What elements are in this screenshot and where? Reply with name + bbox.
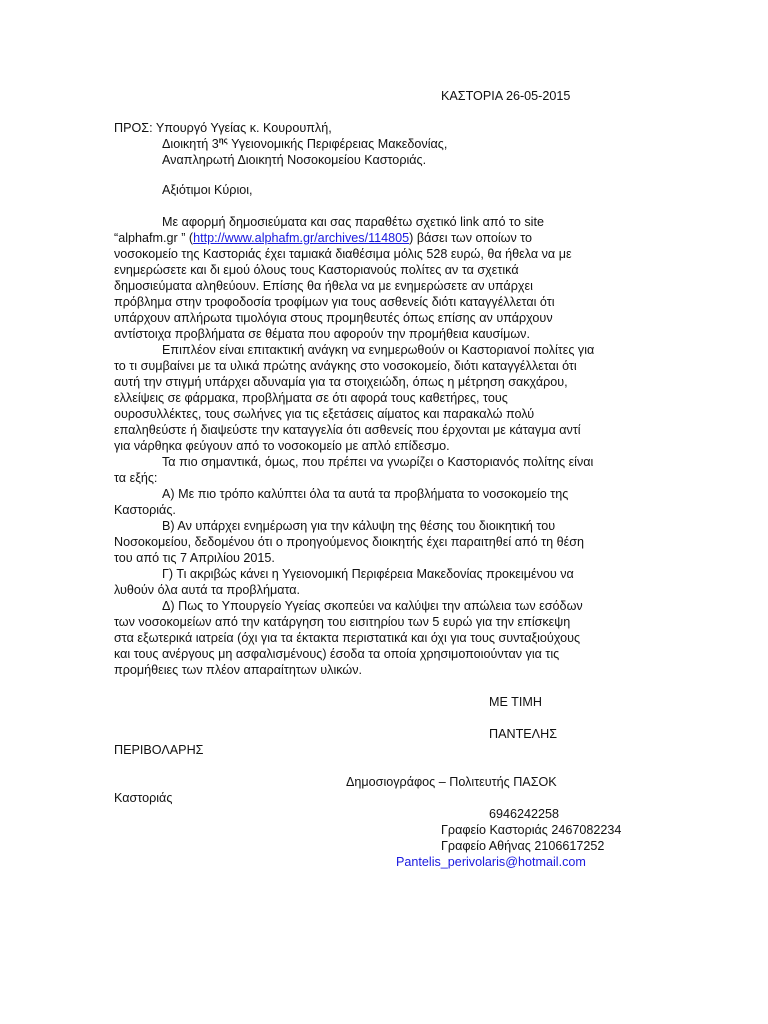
signer-first-name: ΠΑΝΤΕΛΗΣ — [489, 727, 557, 741]
body-line: αυτή την στιγμή υπάρχει αδυναμία για τα στοιχειώδη, όπως η μέτρηση σακχάρου, — [114, 375, 568, 389]
phone-office-kastoria: Γραφείο Καστοριάς 2467082234 — [441, 823, 622, 837]
question-line: προμήθειες των πλέον απαραίτητων υλικών. — [114, 663, 363, 677]
phone-mobile: 6946242258 — [489, 807, 560, 821]
site-name: “alphafm.gr ” ( — [114, 231, 194, 245]
body-line: επαληθεύστε ή διαψεύστε την καταγγελία ότι ασθενείς που έρχονται με κάταγμα αντί — [114, 423, 581, 437]
recipient-line2-pre: Διοικητή 3 — [162, 137, 219, 151]
body-line: νοσοκομείο της Καστοριάς έχει ταμιακά διαθέσιμα μόλις 528 ευρώ, θα ήθελα να με — [114, 247, 572, 261]
question-line: και τους ανέργους μη ασφαλισμένους) έσοδα τα οποία χρησιμοποιούνταν για τις — [114, 647, 560, 661]
body-line: ουροσυλλέκτες, τους σωλήνες για τις εξετάσεις αίματος και παρακαλώ πολύ — [114, 407, 535, 421]
recipient-line2-post: Υγειονομικής Περιφέρειας Μακεδονίας, — [227, 137, 448, 151]
question-line: στα εξωτερικά ιατρεία (όχι για τα έκτακτα περιστατικά και όχι για τους συνταξιούχους — [114, 631, 581, 645]
question-line: Β) Αν υπάρχει ενημέρωση για την κάλυψη της θέσης του διοικητική του — [162, 519, 556, 533]
signer-role: Δημοσιογράφος – Πολιτευτής ΠΑΣΟΚ — [346, 775, 557, 789]
body-line: Επιπλέον είναι επιτακτική ανάγκη να ενημερωθούν οι Καστοριανοί πολίτες για — [162, 343, 595, 357]
phone-office-athens: Γραφείο Αθήνας 2106617252 — [441, 839, 605, 853]
body-line: το τι συμβαίνει με τα υλικά πρώτης ανάγκης στο νοσοκομείο, διότι καταγγέλλεται ότι — [114, 359, 577, 373]
signer-city: Καστοριάς — [114, 791, 173, 805]
question-line: Νοσοκομείου, δεδομένου ότι ο προηγούμενος διοικητής έχει παραιτηθεί από τη θέση — [114, 535, 585, 549]
signer-surname: ΠΕΡΙΒΟΛΑΡΗΣ — [114, 743, 204, 757]
email-address[interactable]: Pantelis_perivolaris@hotmail.com — [396, 855, 586, 869]
body-line: Με αφορμή δημοσιεύματα και σας παραθέτω σχετικό link από το site — [162, 215, 544, 229]
recipient-regional-director — [162, 136, 447, 152]
body-line: για νάρθηκα φεύγουν από το νοσοκομείο με απλό επίδεσμο. — [114, 439, 450, 453]
body-line: ελλείψεις σε φάρμακα, προβλήματα σε ότι αφορά τους καθετήρες, τους — [114, 391, 508, 405]
body-line: υπάρχουν απλήρωτα τιμολόγια στους προμηθευτές όπως επίσης αν υπάρχουν — [114, 311, 553, 325]
body-line: πρόβλημα στην τροφοδοσία τροφίμων για τους ασθενείς διότι καταγγέλλεται ότι — [114, 295, 555, 309]
greeting: Αξιότιμοι Κύριοι, — [162, 183, 253, 197]
question-line: των νοσοκομείων από την κατάργηση του εισιτηρίου των 5 ευρώ για την επίσκεψη — [114, 615, 571, 629]
question-line: Δ) Πως το Υπουργείο Υγείας σκοπεύει να καλύψει την απώλεια των εσόδων — [162, 599, 583, 613]
body-text: ) βάσει των οποίων το — [409, 231, 533, 245]
ordinal-superscript: ης — [218, 136, 228, 145]
question-line: Α) Με πιο τρόπο καλύπτει όλα τα αυτά τα προβλήματα το νοσοκομείο της — [162, 487, 569, 501]
closing: ΜΕ ΤΙΜΗ — [489, 695, 542, 709]
question-line: Γ) Τι ακριβώς κάνει η Υγειονομική Περιφέρεια Μακεδονίας προκειμένου να — [162, 567, 574, 581]
question-line: Καστοριάς. — [114, 503, 176, 517]
place-date: ΚΑΣΤΟΡΙΑ 26-05-2015 — [441, 89, 571, 103]
body-line — [114, 230, 532, 246]
question-line: λυθούν όλα αυτά τα προβλήματα. — [114, 583, 301, 597]
body-line: δημοσιεύματα αληθεύουν. Επίσης θα ήθελα να με ενημερώσετε αν υπάρχει — [114, 279, 533, 293]
body-line: αντίστοιχα προβλήματα σε θέματα που αφορούν την προμήθεια καυσίμων. — [114, 327, 530, 341]
body-line: Τα πιο σημαντικά, όμως, που πρέπει να γνωρίζει ο Καστοριανός πολίτης είναι — [162, 455, 594, 469]
body-line: ενημερώσετε και δι εμού όλους τους Καστοριανούς πολίτες αν τα σχετικά — [114, 263, 519, 277]
recipient-hospital-director: Αναπληρωτή Διοικητή Νοσοκομείου Καστοριάς. — [162, 153, 427, 167]
recipients-line-1 — [114, 120, 332, 136]
recipients-label: ΠΡΟΣ: — [114, 121, 153, 135]
article-link[interactable]: http://www.alphafm.gr/archives/114805 — [193, 231, 410, 245]
recipient-minister: Υπουργό Υγείας κ. Κουρουπλή, — [155, 121, 332, 135]
question-line: του από τις 7 Απριλίου 2015. — [114, 551, 275, 565]
body-line: τα εξής: — [114, 471, 158, 485]
